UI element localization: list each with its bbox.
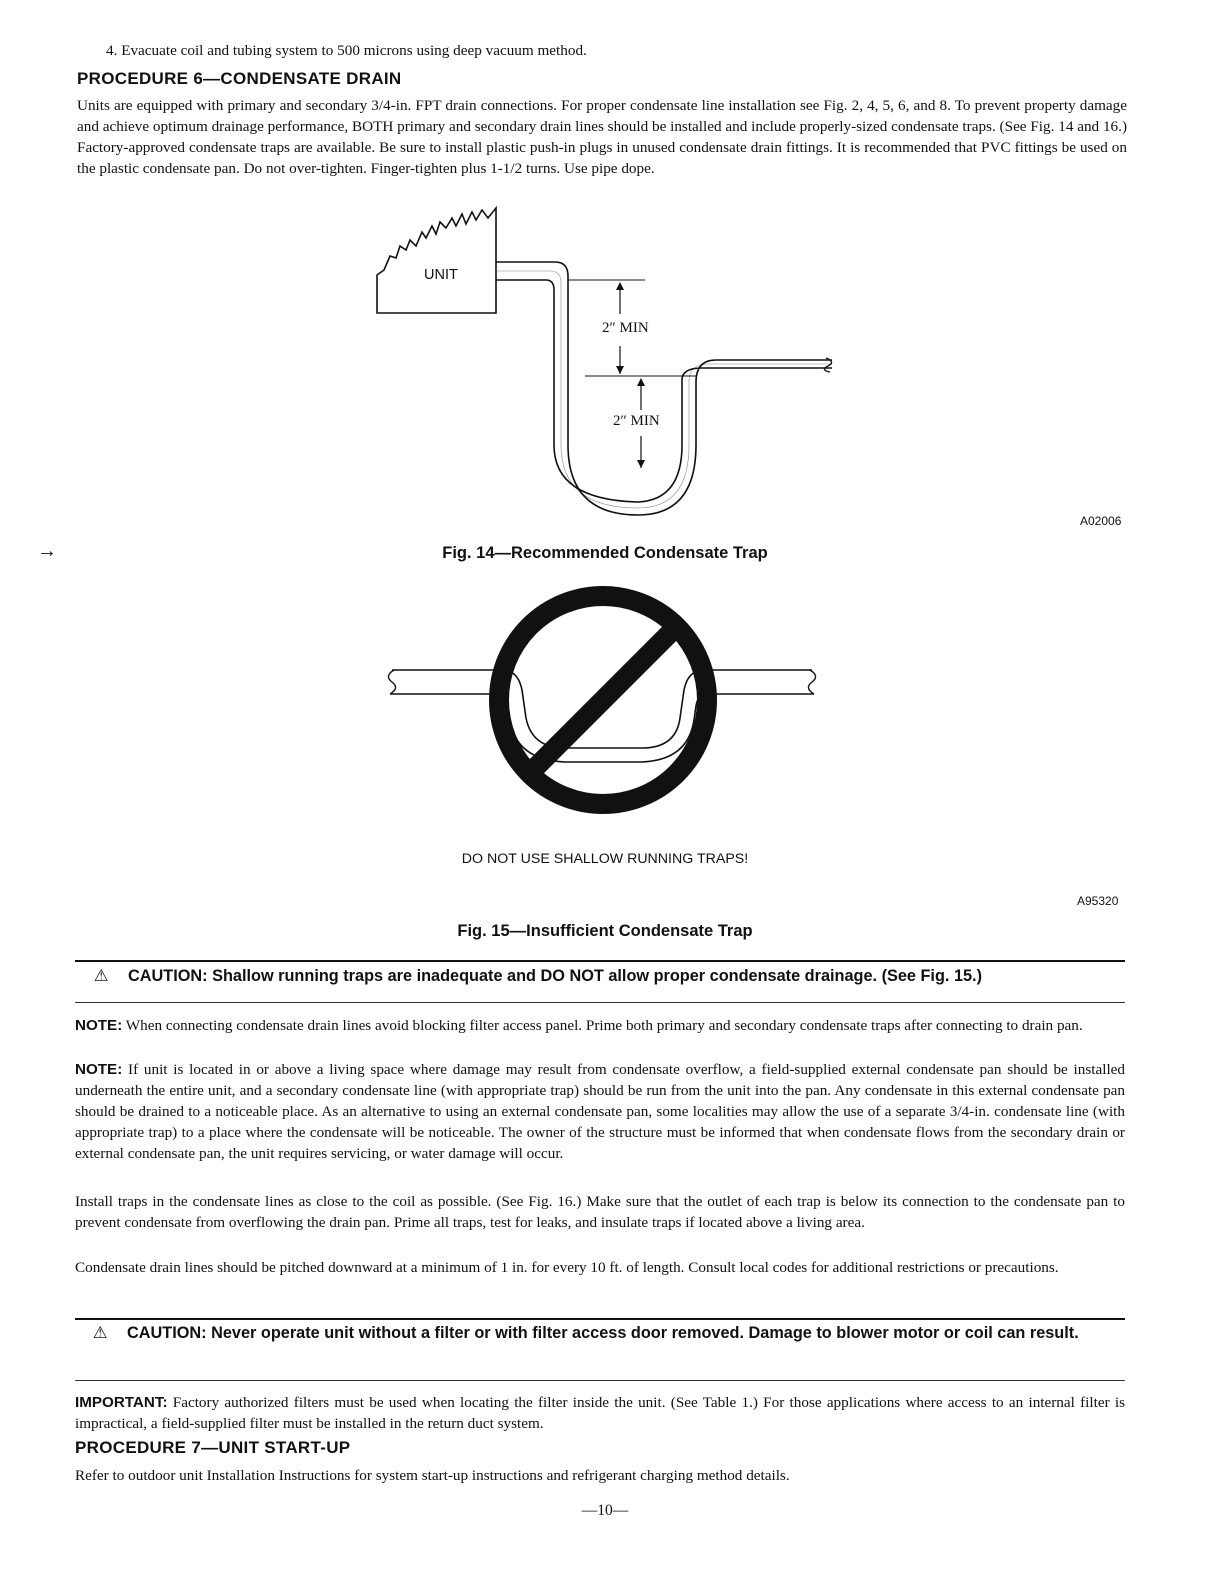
important-label: IMPORTANT: xyxy=(75,1394,168,1411)
procedure-7-body: Refer to outdoor unit Installation Instructions for system start-up instructions and refrigerant charging method details. xyxy=(75,1467,790,1484)
pipe-right-end xyxy=(808,670,815,694)
dim-upper-arrow-bottom xyxy=(616,366,624,374)
important-text: Factory authorized filters must be used when locating the filter inside the unit. (See Table 1.) For those applications where access to an internal filter is impractical, a field-supplied filter must be installed in the return duct system. xyxy=(75,1394,1125,1432)
fig14-unit-label: UNIT xyxy=(424,267,458,283)
pipe-outer xyxy=(496,262,832,515)
revision-arrow-icon: → xyxy=(37,540,57,562)
note1-label: NOTE: xyxy=(75,1017,123,1034)
dim-upper-arrow-top xyxy=(616,282,624,290)
procedure-6-heading: PROCEDURE 6—CONDENSATE DRAIN xyxy=(77,69,402,88)
fig14-trap-diagram xyxy=(360,200,860,525)
caution1-top-rule xyxy=(75,960,1125,962)
important-paragraph xyxy=(75,1392,1125,1434)
caution2-box xyxy=(75,1323,1125,1344)
fig15-warning-text: DO NOT USE SHALLOW RUNNING TRAPS! xyxy=(461,851,749,867)
fig15-shallow-trap-diagram xyxy=(380,580,830,845)
note1-paragraph xyxy=(75,1015,1125,1036)
step-4-text: 4. Evacuate coil and tubing system to 500 microns using deep vacuum method. xyxy=(106,42,587,59)
pitch-paragraph: Condensate drain lines should be pitched downward at a minimum of 1 in. for every 10 ft. of length. Consult local codes for additional restrictions or precautions. xyxy=(75,1259,1059,1276)
dim-lower-arrow-top xyxy=(637,378,645,386)
caution2-top-rule xyxy=(75,1318,1125,1320)
page-number: —10— xyxy=(581,1502,629,1519)
fig14-dim-upper-label: 2″ MIN xyxy=(602,320,649,336)
note2-text: If unit is located in or above a living space where damage may result from condensate overflow, a field-supplied external condensate pan should be installed underneath the entire unit, and a secondary condensate line (with appropriate trap) should be run from the unit into the pan. Any condensate in this external condensate pan should be drained to a noticeable place. As an alternative to using an external condensate pan, some localities may allow the use of a separate 3/4-in. condensate line (with appropriate trap) to a place where the condensate will be noticeable. The owner of the structure must be informed that when condensate flows from the secondary drain or external condensate pan, the unit requires servicing, or water damage will occur. xyxy=(75,1061,1125,1162)
fig15-code: A95320 xyxy=(1077,894,1119,908)
fig15-caption: Fig. 15—Insufficient Condensate Trap xyxy=(457,922,753,940)
caution1-bottom-rule xyxy=(75,1002,1125,1003)
pipe-highlight xyxy=(496,271,832,508)
prohibition-slash xyxy=(529,626,677,774)
caution2-bottom-rule xyxy=(75,1380,1125,1381)
fig14-dim-lower-label: 2″ MIN xyxy=(613,413,660,429)
procedure-6-body: Units are equipped with primary and secondary 3/4-in. FPT drain connections. For proper condensate line installation see Fig. 2, 4, 5, 6, and 8. To prevent property damage and achieve optimum drainage performance, BOTH primary and secondary drain lines should be installed and include properly-sized condensate traps. (See Fig. 14 and 16.) Factory-approved condensate traps are available. Be sure to install plastic push-in plugs in unused condensate drain fittings. It is recommended that PVC fittings be used on the plastic condensate pan. Do not over-tighten. Finger-tighten plus 1-1/2 turns. Use pipe dope. xyxy=(77,97,1127,177)
unit-box xyxy=(377,208,496,313)
pipe-inner xyxy=(496,280,832,502)
warning-triangle-icon: ⚠ xyxy=(93,967,109,985)
dim-lower-arrow-bottom xyxy=(637,460,645,468)
warning-triangle-icon: ⚠ xyxy=(92,1324,108,1342)
note2-label: NOTE: xyxy=(75,1061,123,1078)
fig14-code: A02006 xyxy=(1080,514,1122,528)
fig14-caption: Fig. 14—Recommended Condensate Trap xyxy=(442,544,768,562)
note1-text: When connecting condensate drain lines avoid blocking filter access panel. Prime both primary and secondary condensate traps after connecting to drain pan. xyxy=(125,1017,1083,1034)
caution1-text: CAUTION: Shallow running traps are inadequate and DO NOT allow proper condensate drainage. (See Fig. 15.) xyxy=(128,967,982,985)
note2-paragraph xyxy=(75,1059,1125,1164)
pipe-left-end xyxy=(388,670,395,694)
caution1-box xyxy=(90,966,1120,987)
caution2-text: CAUTION: Never operate unit without a filter or with filter access door removed. Damage to blower motor or coil can result. xyxy=(127,1324,1079,1342)
procedure-7-heading: PROCEDURE 7—UNIT START-UP xyxy=(75,1438,351,1457)
traps-paragraph: Install traps in the condensate lines as close to the coil as possible. (See Fig. 16.) Make sure that the outlet of each trap is below its connection to the condensate pan to prevent condensate from overflowing the drain pan. Prime all traps, test for leaks, and insulate traps if located above a living area. xyxy=(75,1193,1125,1231)
